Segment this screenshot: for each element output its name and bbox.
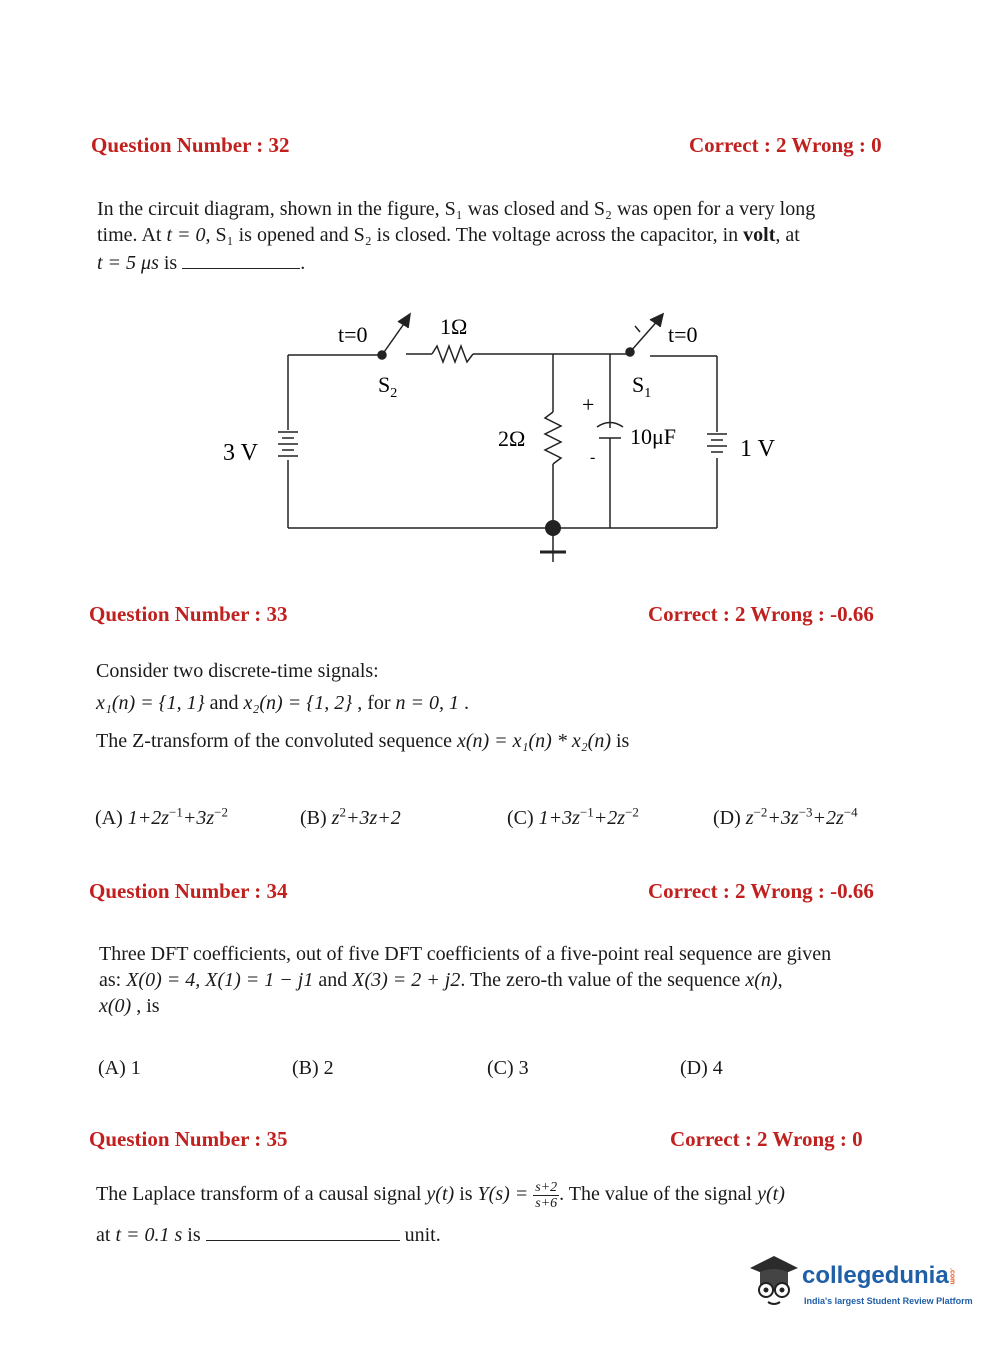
- q34-option-a: (A) 1: [98, 1057, 141, 1079]
- q34-option-c: (C) 3: [487, 1057, 529, 1079]
- battery-3v: [278, 432, 298, 456]
- mascot-icon: [744, 1252, 802, 1312]
- switch-s1-label: $S_1$: [632, 372, 652, 401]
- source-3v-label: 3 V: [223, 440, 258, 466]
- capacitor-label: 10μF: [630, 424, 677, 449]
- q33-number: Question Number : 33: [89, 602, 288, 626]
- r1-label: 1Ω: [440, 314, 468, 339]
- resistor-1ohm: [432, 346, 473, 362]
- r2-label: 2Ω: [498, 426, 526, 451]
- q33-text-line2: x₁(n) = {1, 1} and x₂(n) = {1, 2} , for n = 0, 1 .: [96, 692, 470, 714]
- battery-1v: [707, 434, 727, 452]
- switch-s2-time: t=0: [338, 322, 368, 347]
- q34-marks: Correct : 2 Wrong : -0.66: [648, 879, 874, 903]
- q32-number: Question Number : 32: [91, 133, 290, 157]
- q33-text-line3: The Z-transform of the convoluted sequence x(n) = x₁(n) * x₂(n) is: [96, 730, 630, 752]
- capacitor-plus: +: [582, 392, 595, 417]
- q33-option-c: (C) $1+3z^{-1}+2z^{-2}$: [507, 804, 639, 829]
- answer-blank: [182, 248, 300, 269]
- answer-blank: [206, 1220, 400, 1241]
- q33-option-a: (A) $1+2z^{-1}+3z^{-2}$: [95, 804, 229, 829]
- q32-text-line2: time. At t = 0, S₁ is opened and S₂ is closed. The voltage across the capacitor, in volt, at: [97, 224, 800, 246]
- q33-option-d: (D) $z^{-2}+3z^{-3}+2z^{-4}$: [713, 804, 858, 829]
- logo-tagline: India's largest Student Review Platform: [804, 1296, 973, 1306]
- q32-marks: Correct : 2 Wrong : 0: [689, 133, 882, 157]
- q34-text-line3: x(0) , is: [99, 995, 160, 1017]
- q32-text-line1: In the circuit diagram, shown in the figure, S₁ was closed and S₂ was open for a very long: [97, 198, 816, 220]
- q33-option-b: (B) $z^2+3z+2$: [300, 804, 401, 829]
- q33-text-line1: Consider two discrete-time signals:: [96, 660, 379, 682]
- q35-text-line2: at t = 0.1 s is unit.: [96, 1220, 441, 1248]
- source-1v-label: 1 V: [740, 436, 775, 462]
- q32-text-line3: t = 5 μs is .: [97, 248, 305, 276]
- q34-option-b: (B) 2: [292, 1057, 334, 1079]
- q35-marks: Correct : 2 Wrong : 0: [670, 1127, 863, 1151]
- q34-text-line1: Three DFT coefficients, out of five DFT coefficients of a five-point real sequence are given: [99, 943, 832, 965]
- capacitor-minus: -: [590, 449, 596, 466]
- q33-marks: Correct : 2 Wrong : -0.66: [648, 602, 874, 626]
- q34-number: Question Number : 34: [89, 879, 288, 903]
- collegedunia-logo: [744, 1250, 974, 1320]
- transfer-fraction: $\frac{s+2}{s+6}$: [535, 1180, 558, 1211]
- logo-brand: collegedunia.com: [802, 1262, 956, 1289]
- q35-text-line1: The Laplace transform of a causal signal y(t) is Y(s) = $\frac{s+2}{s+6}$ . The value of the signal y(t): [96, 1180, 785, 1211]
- resistor-2ohm: [545, 412, 561, 464]
- switch-s2-label: $S_2$: [378, 372, 398, 401]
- q34-text-line2: as: X(0) = 4, X(1) = 1 − j1 and X(3) = 2 + j2. The zero-th value of the sequence x(n),: [99, 969, 783, 991]
- switch-s1-arrow: [650, 314, 663, 327]
- switch-s2-arrow: [398, 314, 410, 328]
- circuit-diagram: [210, 300, 790, 580]
- ground-node: [545, 520, 561, 536]
- q35-number: Question Number : 35: [89, 1127, 288, 1151]
- switch-s1-time: t=0: [668, 322, 698, 347]
- q34-option-d: (D) 4: [680, 1057, 723, 1079]
